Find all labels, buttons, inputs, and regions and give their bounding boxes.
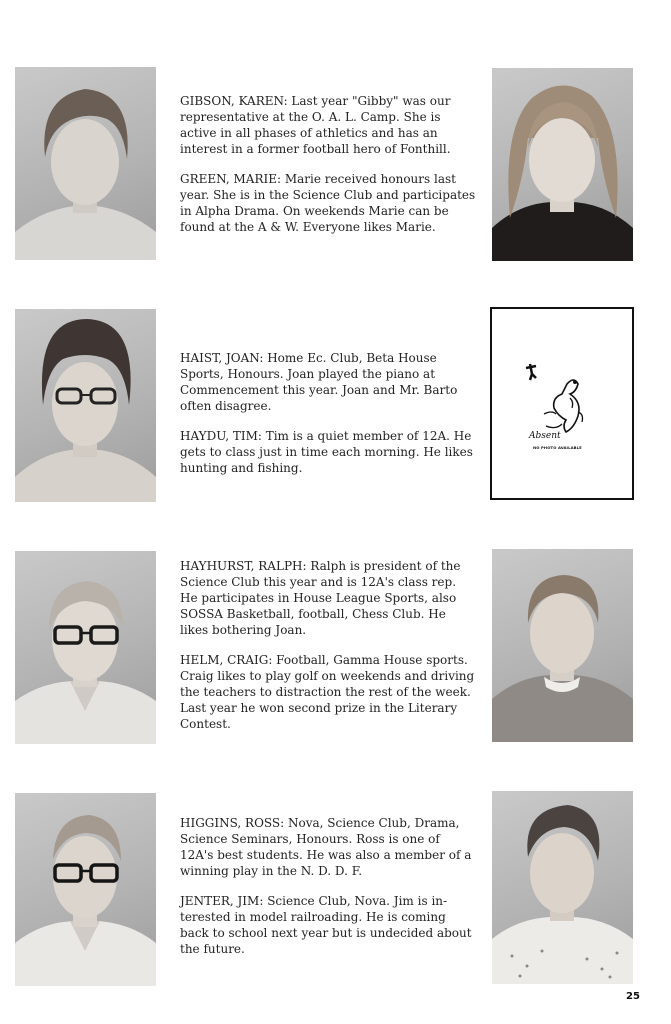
student-entry-joan-haist: HAIST, JOAN: Home Ec. Club, Beta House Sports, Honours. Joan played the piano at Commencement this year. Joan and Mr. Barto often disagree. bbox=[180, 351, 458, 413]
portrait-photo-ralph-hayhurst bbox=[15, 551, 156, 744]
portrait-photo-joan-haist bbox=[15, 309, 156, 502]
absent-signature: Absent bbox=[529, 431, 561, 441]
portrait-photo-karen-gibson bbox=[15, 67, 156, 260]
portrait-photo-jim-jenter bbox=[492, 791, 633, 984]
student-entries-group-1 bbox=[180, 93, 476, 249]
student-entries-group-4 bbox=[180, 815, 476, 971]
portrait-photo-craig-helm bbox=[492, 549, 633, 742]
student-entry-marie-green: GREEN, MARIE: Marie received honours last year. She is in the Science Club and participates in Alpha Drama. On weekends Marie can be found at the A & W. Everyone likes Marie. bbox=[180, 172, 476, 234]
portrait-photo-ross-higgins bbox=[15, 793, 156, 986]
portrait-photo-marie-green bbox=[492, 68, 633, 261]
student-entry-karen-gibson: GIBSON, KAREN: Last year "Gibby" was our representative at the O. A. L. Camp. She is active in all phases of athletics and has an interest in a former football hero of Fonthill. bbox=[180, 94, 451, 156]
student-entry-craig-helm: HELM, CRAIG: Football, Gamma House sports. Craig likes to play golf on weekends and driving the teachers to distraction the rest of the week. Last year he won second prize in the Literary Contest. bbox=[180, 653, 475, 731]
student-entry-jim-jenter: JENTER, JIM: Science Club, Nova. Jim is in- terested in model railroading. He is coming back to school next year but is undecided about the future. bbox=[180, 894, 472, 956]
student-entry-tim-haydu: HAYDU, TIM: Tim is a quiet member of 12A. He gets to class just in time each morning. He likes hunting and fishing. bbox=[180, 429, 473, 475]
student-entries-group-3 bbox=[180, 558, 476, 746]
student-entry-ralph-hayhurst: HAYHURST, RALPH: Ralph is president of the Science Club this year and is 12A's class rep. He participates in House League Sports, also SOSSA Basketball, football, Chess Club. He likes bothering Joan. bbox=[180, 559, 461, 637]
page-number: 25 bbox=[626, 991, 640, 1002]
no-photo-placeholder-tim-haydu bbox=[490, 307, 634, 500]
student-entry-ross-higgins: HIGGINS, ROSS: Nova, Science Club, Drama, Science Seminars, Honours. Ross is one of 12A's best students. He was also a member of a winning play in the N. D. D. F. bbox=[180, 816, 472, 878]
no-photo-caption: NO PHOTO AVAILABLE bbox=[533, 445, 582, 450]
student-entries-group-2 bbox=[180, 350, 476, 490]
